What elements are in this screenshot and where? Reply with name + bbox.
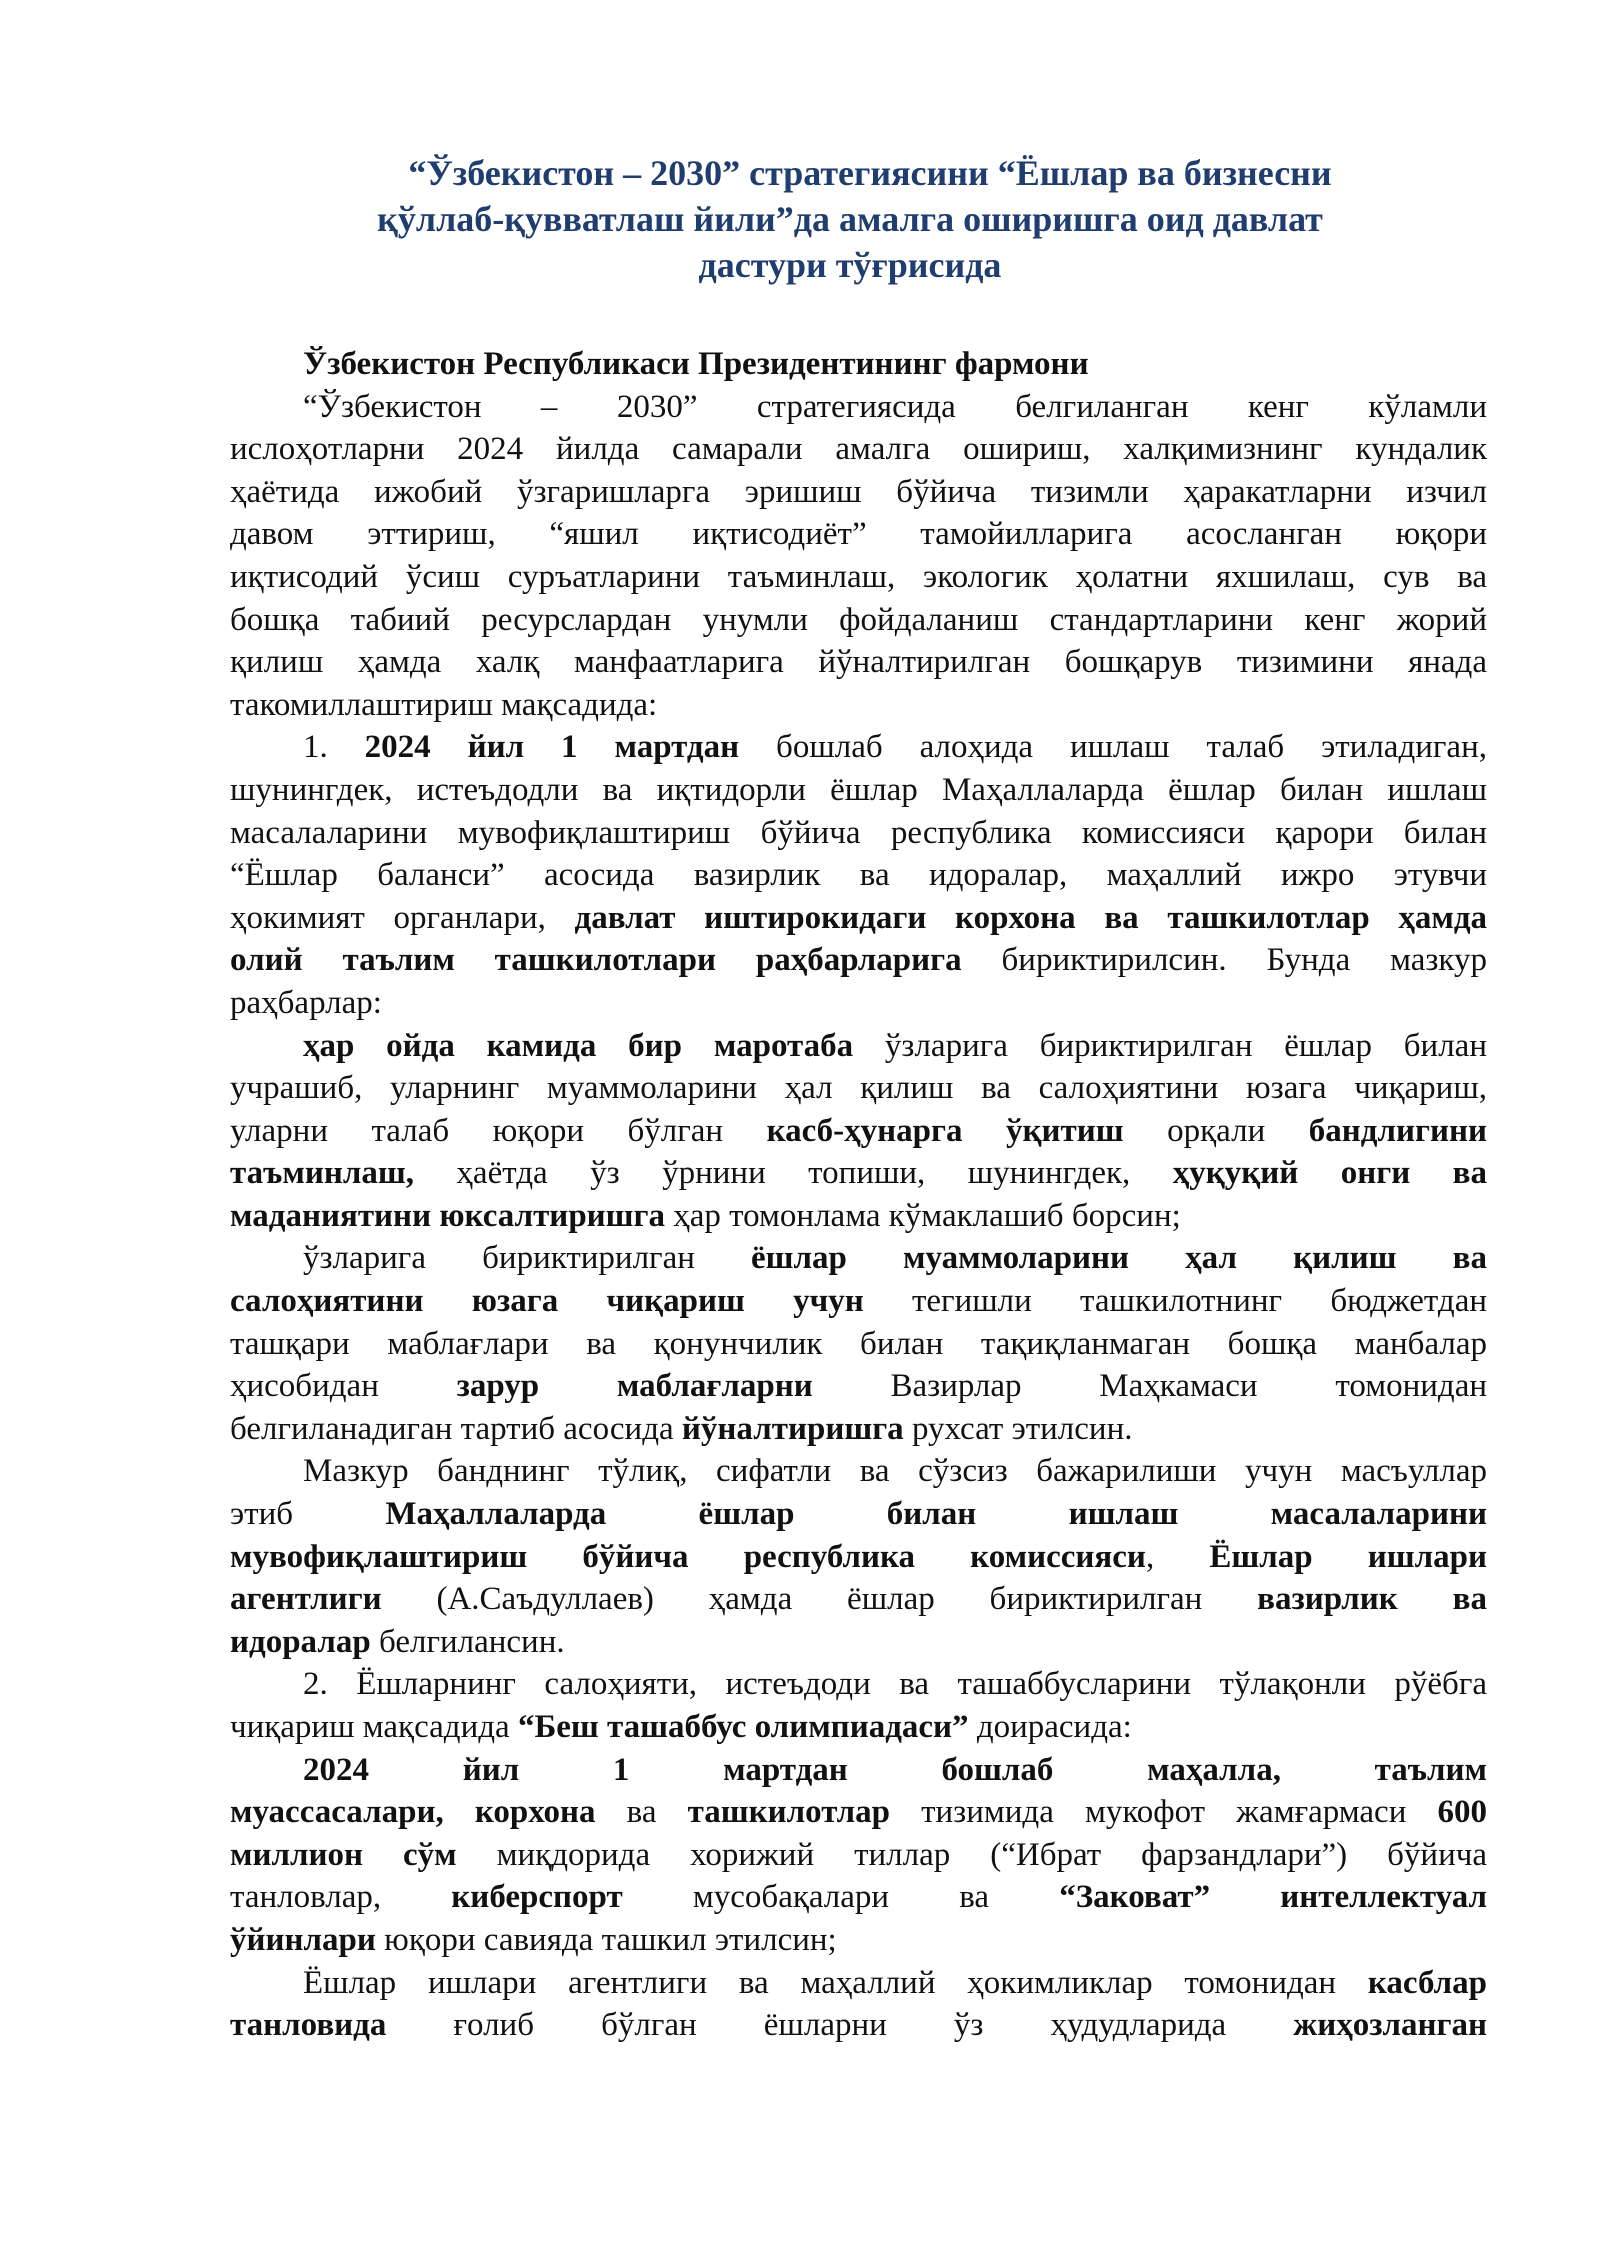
text-run: миқдорида хорижий тиллар (“Ибрат фарзандлари”) бўйича (456, 1836, 1487, 1873)
text-line: “Ёшлар баланси” асосида вазирлик ва идоралар, маҳаллий ижро этувчи (230, 857, 1487, 894)
bold-run: касблар (1367, 1964, 1487, 2001)
text-line (230, 1876, 1487, 1919)
bold-run: салоҳиятини юзага чиқариш учун (230, 1283, 864, 1320)
text-run: ҳар томонлама кўмаклашиб борсин; (665, 1197, 1181, 1234)
bold-run: “Беш ташаббус олимпиадаси” (517, 1709, 969, 1745)
text-line: раҳбарлар: (230, 984, 382, 1021)
decree-heading: Ўзбекистон Республикаси Президентининг фармони (303, 346, 1089, 382)
text-run: ҳисобидан (230, 1368, 457, 1405)
text-run: ўзларига бириктирилган ёшлар билан (853, 1027, 1487, 1064)
text-line: 2. Ёшларнинг салоҳияти, истеъдоди ва ташаббусларини тўлақонли рўёбга (303, 1666, 1487, 1703)
text-line (230, 1621, 1487, 1664)
text-run: Вазирлар Маҳкамаси томонидан (812, 1368, 1488, 1405)
text-line (230, 1408, 1487, 1451)
text-run: тизимида мукофот жамғармаси (889, 1794, 1438, 1831)
text-line (230, 1110, 1487, 1153)
text-run: юқори савияда ташкил этилсин; (375, 1921, 837, 1958)
bold-run: вазирлик ва (1257, 1581, 1487, 1618)
text-line: ҳаётида ижобий ўзгаришларга эришиш бўйича тизимли ҳаракатларни изчил (230, 473, 1487, 510)
text-run: этиб (230, 1496, 386, 1533)
text-run: бошлаб алоҳида ишлаш талаб этиладиган, (739, 729, 1487, 766)
title-line: қўллаб-қувватлаш йили”да амалга оширишга оид давлат (377, 199, 1323, 239)
text-run: ўзларига бириктирилган (303, 1240, 752, 1277)
text-line: “Ўзбекистон – 2030” стратегиясида белгиланган кенг кўламли (303, 388, 1487, 425)
text-run: мусобақалари ва (622, 1879, 1060, 1916)
text-run: ва (595, 1794, 688, 1831)
bold-run: Маҳаллаларда ёшлар билан ишлаш масалаларини (385, 1496, 1487, 1533)
bold-run: таъминлаш, (230, 1155, 414, 1192)
title-line: дастури тўғрисида (698, 245, 1002, 285)
text-line: учрашиб, уларнинг муаммоларини ҳал қилиш ва салоҳиятини юзага чиқариш, (230, 1070, 1487, 1107)
bold-run: давлат иштирокидаги корхона ва ташкилотлар ҳамда (574, 899, 1488, 936)
text-run: тегишли ташкилотнинг бюджетдан (863, 1283, 1487, 1320)
text-line: бошқа табиий ресурслардан унумли фойдаланиш стандартларини кенг жорий (230, 601, 1487, 638)
text-line (230, 1834, 1487, 1877)
text-run: белгилансин. (370, 1623, 565, 1660)
text-line (230, 1919, 1487, 1962)
bold-run: ҳар ойда камида бир маротаба (303, 1027, 854, 1064)
bold-run: танловида (230, 2007, 387, 2044)
text-line (230, 897, 1487, 940)
text-line: ислоҳотларни 2024 йилда самарали амалга ошириш, халқимизнинг кундалик (230, 431, 1487, 468)
bold-run: касб-ҳунарга ўқитиш (766, 1112, 1124, 1149)
title-line: “Ўзбекистон – 2030” стратегиясини “Ёшлар ва бизнесни (408, 153, 1332, 193)
bold-run: агентлиги (230, 1581, 382, 1618)
text-run: Ёшлар ишлари агентлиги ва маҳаллий ҳокимликлар томонидан (303, 1964, 1368, 2001)
bold-run: ҳуқуқий онги ва (1172, 1155, 1487, 1192)
text-run: танловлар, (230, 1879, 452, 1916)
bold-run: ташкилотлар (687, 1794, 890, 1831)
text-line: масалаларини мувофиқлаштириш бўйича республика комиссияси қарори билан (230, 814, 1487, 851)
text-line (230, 1578, 1487, 1621)
text-line: давом эттириш, “яшил иқтисодиёт” тамойилларига асосланган юқори (230, 516, 1487, 553)
text-run: рухсат этилсин. (903, 1410, 1133, 1447)
text-line (230, 1791, 1487, 1834)
text-run: (А.Саъдуллаев) ҳамда ёшлар бириктирилган (381, 1581, 1258, 1618)
bold-run: киберспорт (451, 1879, 623, 1916)
text-line: такомиллаштириш мақсадида: (230, 686, 658, 723)
text-run: , (1145, 1538, 1210, 1575)
text-line (230, 1706, 1487, 1749)
text-line: шунингдек, истеъдодли ва иқтидорли ёшлар Маҳаллаларда ёшлар билан ишлаш (230, 771, 1487, 808)
text-line: ташқари маблағлари ва қонунчилик билан тақиқланмаган бошқа манбалар (230, 1325, 1487, 1362)
text-run: белгиланадиган тартиб асосида (230, 1410, 682, 1447)
bold-run: мувофиқлаштириш бўйича республика комиссияси (230, 1538, 1146, 1575)
bold-run: ўйинлари (230, 1921, 376, 1958)
bold-run: ёшлар муаммоларини ҳал қилиш ва (751, 1240, 1487, 1277)
text-line: Мазкур банднинг тўлиқ, сифатли ва сўзсиз бажарилиши учун масъуллар (303, 1453, 1487, 1490)
text-run: ҳаётда ўз ўрнини топиши, шунингдек, (413, 1155, 1173, 1192)
bold-run: 600 (1437, 1794, 1488, 1831)
text-run: ғолиб бўлган ёшларни ўз ҳудудларида (386, 2007, 1294, 2044)
bold-run: идоралар (230, 1623, 371, 1660)
bold-run: олий таълим ташкилотлари раҳбарларига (230, 942, 962, 979)
bold-run: “Заковат” интеллектуал (1059, 1879, 1488, 1916)
text-run: доирасида: (968, 1709, 1132, 1745)
text-line (230, 1493, 1487, 1536)
text-line (230, 1962, 1487, 2005)
text-run: чиқариш мақсадида (230, 1709, 518, 1745)
text-line (230, 726, 1487, 769)
text-line: иқтисодий ўсиш суръатларини таъминлаш, экологик ҳолатни яхшилаш, сув ва (230, 558, 1487, 595)
text-run: ҳокимият органлари, (230, 899, 575, 936)
text-line: 2024 йил 1 мартдан бошлаб маҳалла, таълим (303, 1751, 1487, 1788)
text-line (230, 1365, 1487, 1408)
bold-run: бандлигини (1308, 1112, 1488, 1149)
text-run: орқали (1123, 1112, 1309, 1149)
text-line (230, 1280, 1487, 1323)
bold-run: миллион сўм (230, 1836, 457, 1873)
bold-run: жиҳозланган (1293, 2007, 1487, 2044)
text-run: 1. (303, 729, 365, 766)
bold-run: зарур маблағларни (456, 1368, 813, 1405)
bold-run: Ёшлар ишлари (1209, 1538, 1487, 1575)
document-title (270, 150, 1430, 288)
text-line (230, 2004, 1487, 2047)
text-line (230, 1195, 1487, 1238)
bold-run: муассасалари, корхона (230, 1794, 596, 1831)
text-line (230, 1536, 1487, 1579)
text-line (230, 1237, 1487, 1280)
text-run: уларни талаб юқори бўлган (230, 1112, 767, 1149)
text-line (230, 939, 1487, 982)
text-line: қилиш ҳамда халқ манфаатларига йўналтирилган бошқарув тизимини янада (230, 644, 1487, 681)
text-run: бириктирилсин. Бунда мазкур (961, 942, 1487, 979)
text-line (230, 1025, 1487, 1068)
bold-run: 2024 йил 1 мартдан (364, 729, 740, 766)
bold-run: йўналтиришга (681, 1410, 904, 1447)
bold-run: маданиятини юксалтиришга (230, 1197, 666, 1234)
text-line (230, 1152, 1487, 1195)
document-body (230, 343, 1487, 2047)
